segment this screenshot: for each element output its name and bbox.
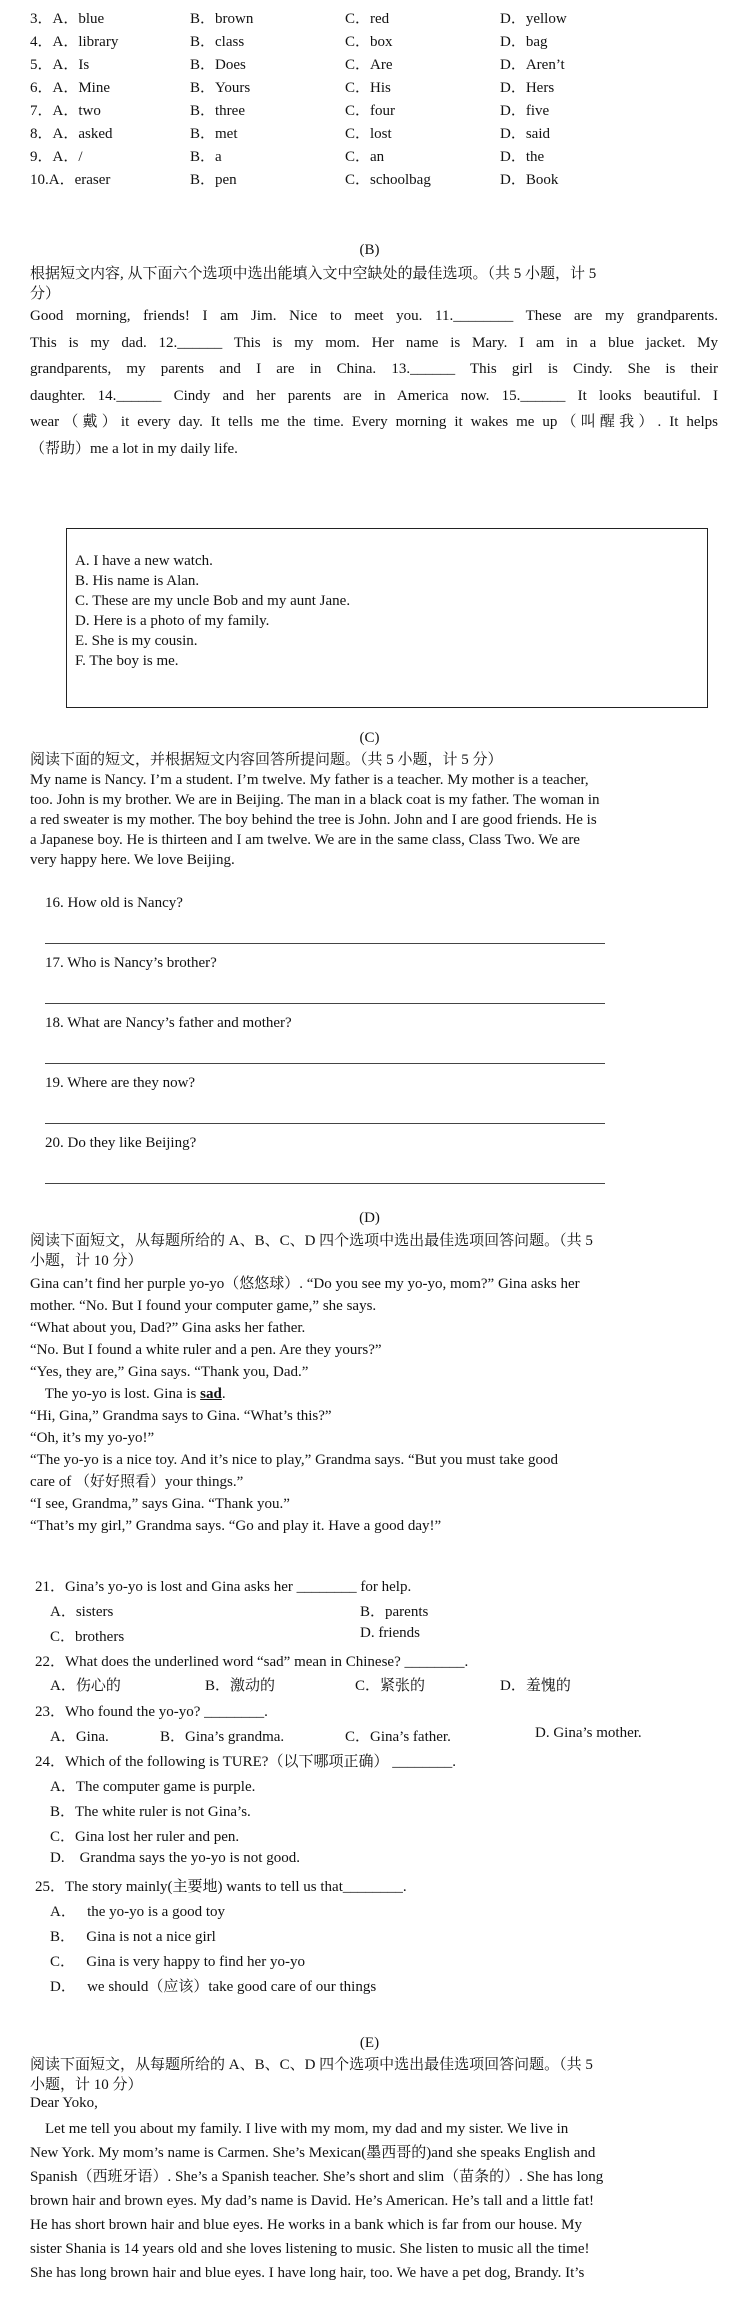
option-c[interactable]: C．lost — [345, 126, 392, 142]
option-a[interactable] — [30, 146, 83, 168]
section-b-passage — [30, 303, 718, 462]
option[interactable]: B．激动的 — [205, 1678, 276, 1694]
question-number: 4． — [30, 34, 53, 50]
box-option: F. The boy is me. — [75, 653, 179, 669]
question-22: 22．What does the underlined word “sad” mean in Chinese? ________. — [35, 1654, 469, 1670]
option[interactable]: D. friends — [360, 1625, 420, 1641]
section-d-instruction — [30, 1231, 718, 1271]
option-b[interactable]: B．pen — [190, 172, 237, 188]
option-a[interactable] — [30, 123, 113, 145]
story-text: The yo-yo is lost. Gina is — [30, 1386, 201, 1402]
option[interactable]: B． Gina is not a nice girl — [50, 1929, 216, 1945]
question-19: 19. Where are they now? — [45, 1075, 196, 1091]
section-b-heading: (B) — [359, 242, 380, 258]
option-a[interactable] — [30, 31, 118, 53]
option-a[interactable] — [30, 77, 110, 99]
story-line: care of （好好照看）your things.” — [30, 1474, 244, 1490]
passage-line: too. John is my brother. We are in Beijing. The man in a black coat is my father. The woman in — [30, 792, 600, 808]
option-b[interactable]: B．Yours — [190, 80, 251, 96]
option-c[interactable]: C．an — [345, 149, 385, 165]
option-b[interactable]: B．three — [190, 103, 245, 119]
passage-line: daughter. 14.______ Cindy and her parents are in America now. 15.______ It looks beautiful. I — [30, 387, 718, 404]
option-d[interactable]: D．said — [500, 126, 550, 142]
option-row — [0, 8, 739, 30]
option-b[interactable]: B．brown — [190, 11, 254, 27]
section-c-heading: (C) — [359, 730, 380, 746]
option-text: A．Is — [52, 57, 90, 73]
passage-line: My name is Nancy. I’m a student. I’m twelve. My father is a teacher. My mother is a teacher, — [30, 772, 589, 788]
passage-line: very happy here. We love Beijing. — [30, 852, 235, 868]
instruction-line: 根据短文内容, 从下面六个选项中选出能填入文中空缺处的最佳选项。（共 5 小题，计 5 — [30, 266, 597, 282]
option[interactable]: C． Gina is very happy to find her yo-yo — [50, 1954, 305, 1970]
section-d-heading: (D) — [359, 1210, 380, 1226]
instruction-line: 阅读下面短文，从每题所给的 A、B、C、D 四个选项中选出最佳选项回答问题。（共 5 — [30, 2057, 593, 2073]
question-16: 16. How old is Nancy? — [45, 895, 183, 911]
answer-line[interactable] — [45, 1123, 605, 1124]
instruction-line: 阅读下面短文，从每题所给的 A、B、C、D 四个选项中选出最佳选项回答问题。（共 5 — [30, 1233, 593, 1249]
option[interactable]: C．Gina’s father. — [345, 1729, 451, 1745]
story-line: “No. But I found a white ruler and a pen. Are they yours?” — [30, 1342, 382, 1358]
option-d[interactable]: D．Hers — [500, 80, 555, 96]
instruction-line: 小题，计 10 分） — [30, 2077, 143, 2093]
option-text: A．two — [52, 103, 101, 119]
passage-line: a Japanese boy. He is thirteen and I am twelve. We are in the same class, Class Two. We are — [30, 832, 580, 848]
question-18: 18. What are Nancy’s father and mother? — [45, 1015, 292, 1031]
option-c[interactable]: C．four — [345, 103, 395, 119]
story-line: “What about you, Dad?” Gina asks her father. — [30, 1320, 306, 1336]
option[interactable]: D． we should（应该）take good care of our things — [50, 1979, 377, 1995]
question-number: 7． — [30, 103, 53, 119]
option-row — [0, 54, 739, 76]
story-line: “That’s my girl,” Grandma says. “Go and play it. Have a good day!” — [30, 1518, 442, 1534]
answer-line[interactable] — [45, 1183, 605, 1184]
question-23: 23．Who found the yo-yo? ________. — [35, 1704, 268, 1720]
option-row — [0, 169, 739, 191]
option[interactable]: C．Gina lost her ruler and pen. — [50, 1829, 240, 1845]
option-c[interactable]: C．schoolbag — [345, 172, 431, 188]
instruction-line: 分） — [30, 286, 61, 302]
section-e-instruction — [30, 2055, 718, 2095]
story-line: “I see, Grandma,” says Gina. “Thank you.” — [30, 1496, 290, 1512]
question-number: 10. — [30, 172, 49, 188]
option-c[interactable]: C．red — [345, 11, 390, 27]
section-e-heading: (E) — [359, 2035, 380, 2051]
question-17: 17. Who is Nancy’s brother? — [45, 955, 217, 971]
story-text: . — [221, 1386, 226, 1402]
passage-line: This is my dad. 12.______ This is my mom. Her name is Mary. I am in a blue jacket. My — [30, 334, 718, 351]
option[interactable]: C．紧张的 — [355, 1678, 426, 1694]
letter-line: New York. My mom’s name is Carmen. She’s Mexican(墨西哥的)and she speaks English and — [30, 2145, 596, 2161]
option[interactable]: B．The white ruler is not Gina’s. — [50, 1804, 251, 1820]
option-d[interactable]: D．Book — [500, 172, 559, 188]
story-line-sad — [30, 1383, 700, 1405]
letter-line: He has short brown hair and blue eyes. He works in a bank which is far from our house. My — [30, 2217, 582, 2233]
letter-line: She has long brown hair and blue eyes. I have long hair, too. We have a pet dog, Brandy. It’s — [30, 2265, 585, 2281]
option[interactable]: B．Gina’s grandma. — [160, 1729, 285, 1745]
section-b-instruction — [30, 264, 718, 304]
option-text: A．asked — [52, 126, 113, 142]
box-option: B. His name is Alan. — [75, 573, 200, 589]
section-c-instruction: 阅读下面的短文，并根据短文内容回答所提问题。（共 5 小题，计 5 分） — [30, 752, 503, 768]
option-row — [0, 31, 739, 53]
passage-line: a red sweater is my mother. The boy behind the tree is John. John and I are good friends. He is — [30, 812, 597, 828]
box-option: E. She is my cousin. — [75, 633, 198, 649]
option-c[interactable]: C．Are — [345, 57, 393, 73]
options-box — [66, 528, 708, 708]
option-text: A．eraser — [48, 172, 111, 188]
letter-line: Let me tell you about my family. I live with my mom, my dad and my sister. We live in — [30, 2121, 569, 2137]
question-number: 6． — [30, 80, 53, 96]
option[interactable]: D．羞愧的 — [500, 1678, 571, 1694]
box-option: D. Here is a photo of my family. — [75, 613, 270, 629]
option-d[interactable]: D．Aren’t — [500, 57, 565, 73]
box-option: C. These are my uncle Bob and my aunt Jane. — [75, 593, 351, 609]
underlined-word: sad — [200, 1386, 222, 1402]
option[interactable]: A． the yo-yo is a good toy — [50, 1904, 225, 1920]
option-b[interactable]: B．a — [190, 149, 222, 165]
option-c[interactable]: C．His — [345, 80, 391, 96]
option-text: A．/ — [52, 149, 83, 165]
option-d[interactable]: D．yellow — [500, 11, 567, 27]
question-21: 21．Gina’s yo-yo is lost and Gina asks her ________ for help. — [35, 1579, 412, 1595]
answer-line[interactable] — [45, 943, 605, 944]
option[interactable]: A．The computer game is purple. — [50, 1779, 256, 1795]
story-line: “Yes, they are,” Gina says. “Thank you, Dad.” — [30, 1364, 309, 1380]
option-a[interactable] — [30, 169, 110, 191]
question-number: 8． — [30, 126, 53, 142]
question-24: 24．Which of the following is TURE?（以下哪项正确） ________. — [35, 1754, 456, 1770]
option-text: A．library — [52, 34, 119, 50]
option[interactable]: A．Gina. — [50, 1729, 109, 1745]
letter-line: sister Shania is 14 years old and she loves listening to music. She listen to music all the time! — [30, 2241, 590, 2257]
answer-line[interactable] — [45, 1003, 605, 1004]
option[interactable]: B．parents — [360, 1604, 429, 1620]
letter-greeting: Dear Yoko, — [30, 2095, 98, 2111]
option-b[interactable]: B．class — [190, 34, 245, 50]
question-25: 25．The story mainly(主要地) wants to tell us that________. — [35, 1879, 407, 1895]
option-d[interactable]: D．five — [500, 103, 550, 119]
story-line: “Oh, it’s my yo-yo!” — [30, 1430, 155, 1446]
instruction-line: 小题，计 10 分） — [30, 1253, 143, 1269]
option-d[interactable]: D．bag — [500, 34, 548, 50]
option-text: A．blue — [52, 11, 105, 27]
option-row — [0, 77, 739, 99]
option-b[interactable]: B．met — [190, 126, 238, 142]
option[interactable]: A．sisters — [50, 1604, 114, 1620]
option[interactable]: A．伤心的 — [50, 1678, 121, 1694]
option-d[interactable]: D．the — [500, 149, 545, 165]
question-number: 9． — [30, 149, 53, 165]
box-option: A. I have a new watch. — [75, 553, 213, 569]
question-number: 3． — [30, 11, 53, 27]
option-a[interactable] — [30, 54, 89, 76]
question-20: 20. Do they like Beijing? — [45, 1135, 197, 1151]
section-c-passage — [30, 770, 718, 870]
passage-line: grandparents, my parents and I are in China. 13.______ This girl is Cindy. She is their — [30, 361, 718, 377]
story-line: Gina can’t find her purple yo-yo（悠悠球）. “Do you see my yo-yo, mom?” Gina asks her — [30, 1276, 580, 1292]
section-e-letter — [30, 2117, 700, 2285]
option-a[interactable] — [30, 100, 101, 122]
passage-line: （帮助）me a lot in my daily life. — [30, 440, 238, 457]
option[interactable]: D. Grandma says the yo-yo is not good. — [50, 1850, 300, 1866]
story-line: “Hi, Gina,” Grandma says to Gina. “What’s this?” — [30, 1408, 332, 1424]
story-line: mother. “No. But I found your computer game,” she says. — [30, 1298, 377, 1314]
option-b[interactable]: B．Does — [190, 57, 246, 73]
option-row — [0, 146, 739, 168]
option-text: A．Mine — [52, 80, 111, 96]
option-a[interactable] — [30, 8, 104, 30]
option-row — [0, 100, 739, 122]
passage-line: wear（戴）it every day. It tells me the time. Every morning it wakes me up（叫醒我）. It helps — [30, 414, 718, 430]
section-d-story — [30, 1273, 700, 1537]
passage-line: Good morning, friends! I am Jim. Nice to meet you. 11.________ These are my grandparents. — [30, 308, 718, 324]
question-number: 5． — [30, 57, 53, 73]
option-row — [0, 123, 739, 145]
letter-line: Spanish（西班牙语）. She’s a Spanish teacher. She’s short and slim（苗条的）. She has long — [30, 2169, 604, 2185]
letter-line: brown hair and brown eyes. My dad’s name is David. He’s American. He’s tall and a little fat! — [30, 2193, 595, 2209]
answer-line[interactable] — [45, 1063, 605, 1064]
story-line: “The yo-yo is a nice toy. And it’s nice to play,” Grandma says. “But you must take good — [30, 1452, 558, 1468]
option-c[interactable]: C．box — [345, 34, 393, 50]
option[interactable]: D. Gina’s mother. — [535, 1725, 642, 1741]
option[interactable]: C．brothers — [50, 1629, 125, 1645]
